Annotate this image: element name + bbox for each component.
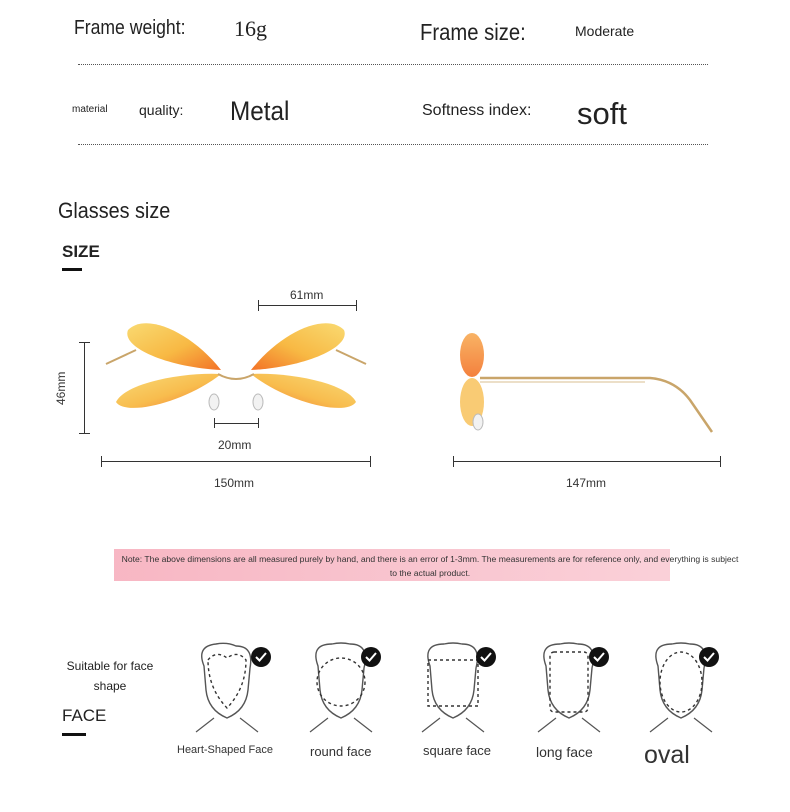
face-shape-label: Heart-Shaped Face xyxy=(177,744,273,756)
face-label-underline xyxy=(62,733,86,736)
divider-2 xyxy=(78,144,708,145)
size-label-underline xyxy=(62,268,82,271)
dim-line-lens-height xyxy=(84,342,85,434)
dim-tick xyxy=(101,456,102,467)
glasses-side-view xyxy=(450,330,720,440)
frame-weight-label: Frame weight: xyxy=(74,17,186,39)
frame-size-value: Moderate xyxy=(575,23,635,39)
face-shape-label: round face xyxy=(310,744,372,759)
size-section-label: SIZE xyxy=(62,242,100,261)
face-shape-label: long face xyxy=(536,744,593,760)
dim-lens-width: 61mm xyxy=(290,288,324,302)
dim-line-total-width xyxy=(101,461,371,462)
dim-tick xyxy=(356,300,357,311)
dim-line-lens-width xyxy=(258,305,357,306)
dim-tick xyxy=(79,342,90,343)
dim-total-width: 150mm xyxy=(214,476,255,490)
quality-value: Metal xyxy=(230,96,290,126)
dim-bridge: 20mm xyxy=(218,438,252,452)
dim-tick xyxy=(453,456,454,467)
dim-tick xyxy=(258,418,259,428)
glasses-size-heading: Glasses size xyxy=(58,198,171,223)
long-face-check-icon xyxy=(589,647,609,667)
heart-face-check-icon xyxy=(251,647,271,667)
dim-tick xyxy=(79,433,90,434)
face-section-label: FACE xyxy=(62,706,107,725)
dim-tick xyxy=(258,300,259,311)
glasses-front-view xyxy=(96,312,376,422)
dim-tick xyxy=(720,456,721,467)
square-face-check-icon xyxy=(476,647,496,667)
frame-weight-value: 16g xyxy=(234,16,267,41)
dim-tick xyxy=(370,456,371,467)
dim-line-temple-length xyxy=(453,461,721,462)
suitable-face-label: Suitable for face shape xyxy=(66,659,154,693)
face-shape-label: oval xyxy=(644,741,690,769)
dim-lens-height: 46mm xyxy=(54,371,68,405)
dim-line-bridge xyxy=(214,423,259,424)
dim-temple-length: 147mm xyxy=(566,476,607,490)
oval-face-check-icon xyxy=(699,647,719,667)
face-shape-label: square face xyxy=(423,743,491,758)
softness-label: Softness index: xyxy=(422,102,532,119)
divider-1 xyxy=(78,64,708,65)
quality-label: quality: xyxy=(139,102,184,118)
dim-tick xyxy=(214,418,215,428)
measurement-note: Note: The above dimensions are all measured purely by hand, and there is an error of 1-3mm. The measurements are for reference only, and everything is subject to the actual product. xyxy=(121,554,739,578)
round-face-check-icon xyxy=(361,647,381,667)
frame-size-label: Frame size: xyxy=(420,19,526,45)
softness-value: soft xyxy=(577,96,627,131)
material-label: material xyxy=(72,104,108,115)
